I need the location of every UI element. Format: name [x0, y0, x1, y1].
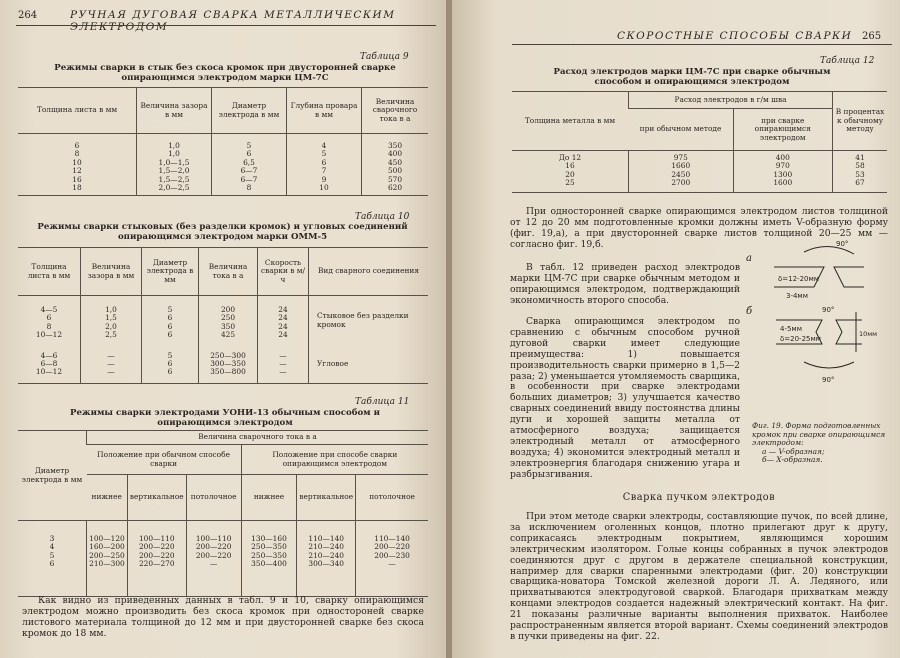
table11-column: 100—110 200—220 200—220 220—270 — [127, 521, 186, 597]
table12-column: 400 970 1300 1600 — [733, 151, 833, 193]
paragraph-1: При односторонней сварке опирающимся электродом листов толщиной от 12 до 20 мм подготовленные кромки должны иметь V-образную форму (фиг. 19,а), а при двусторонней сварке листов толщиной 20—25 мм — согласно фиг. 19,б. — [510, 206, 888, 250]
table10-header: Скорость сварки в м/ч — [258, 248, 309, 296]
table12-column: 41 58 53 67 — [833, 151, 888, 193]
table11-group-header: Положение при обычном способе сварки — [87, 445, 242, 475]
table9-header: Диаметр электрода в мм — [212, 88, 287, 134]
table11-group-header: Положение при способе сварки опирающимся электродом — [241, 445, 428, 475]
table12-title: Расход электродов марки ЦМ-7С при сварке обычным способом и опирающимся электродом — [553, 67, 831, 87]
table9-title: Режимы сварки в стык без скоса кромок при двусторонней сварке опирающимся электродом марки ЦМ-7С — [54, 63, 396, 83]
figure-side-b: 10мм — [859, 330, 878, 338]
table10-title: Режимы сварки стыковых (без разделки кромок) и угловых соединений опирающимся электродом марки ОММ-5 — [37, 222, 408, 242]
table11-caption: Таблица 11 — [355, 397, 410, 407]
table11-column: 3 4 5 6 — [49, 534, 55, 569]
table9-header: Величина сварочного тока в а — [362, 88, 429, 134]
table9-column: 5 6 6,5 6—7 6—7 8 — [212, 134, 287, 196]
table9-header: Толщина листа в мм — [18, 88, 137, 134]
table12-group-header: Расход электродов в г/м шва — [629, 92, 833, 109]
table11-column: 100—110 200—220 200—220 — — [186, 521, 241, 597]
table10-caption: Таблица 10 — [355, 212, 410, 222]
paragraph-4: При этом методе сварки электроды, составляющие пучок, по всей длине, за исключением оголенных концов, плотно прилегают друг к другу, соприкасаясь электродным покрытием, являющимся хорошим электрическим изолятором. Голые концы собранных в пучок электродов соединяются друг с другом в держателе специальной конструкции, например для сварки спаренными электродами (фиг. 20) конструкции сварщика-новатора Томской железной дороги Л. А. Ледяного, или прихватываются электродуговой сваркой. Благодаря прихваткам между концами электродов создается надежный электрический контакт. На фиг. 21 показаны различные варианты выполнения прихваток. Наиболее распространенным является второй вариант. Схемы соединений электродов в пучки приведены на фиг. 22. — [510, 511, 888, 642]
table11 — [18, 430, 428, 597]
table10-column: 4—6 6—8 10—12 — [35, 350, 63, 377]
figure-19-caption — [752, 422, 890, 465]
table10-header: Величина зазора в мм — [81, 248, 142, 296]
running-head: РУЧНАЯ ДУГОВАЯ СВАРКА МЕТАЛЛИЧЕСКИМ ЭЛЕКТРОДОМ — [70, 9, 396, 33]
table10-joint-type: Угловое — [309, 346, 429, 384]
figure-thickness-b: δ=20-25мм — [780, 335, 822, 343]
paragraph-3: Сварка опирающимся электродом по сравнению с обычным способом ручной дуговой сварки имеет следующие преимущества: 1) повышается производительность сварки примерно в 1,5—2 раза; 2) уменьшается утомляемость сварщика, в особенности при сварке электродами больших диаметров; 3) улучшается качество сварных соединений ввиду постоянства длины дуги и хорошей защиты металла от атмосферного воздуха; защищается электродный металл от атмосферного воздуха; 4) экономится электродный металл и электроэнергия благодаря снижению угара и разбрызгивания. — [510, 316, 740, 480]
table10-header: Вид сварного соединения — [309, 248, 429, 296]
figure-gap-b: 4-5мм — [780, 325, 802, 333]
table11-title: Режимы сварки электродами УОНИ-13 обычным способом и опирающимся электродом — [69, 408, 381, 428]
table11-column: 130—160 250—350 250—350 350—400 — [241, 521, 297, 597]
table10-column: 5 6 6 — [142, 346, 199, 384]
table12-caption: Таблица 12 — [820, 56, 875, 66]
table12-header: при обычном методе — [629, 109, 734, 151]
left-page — [0, 0, 448, 658]
closing-paragraph: Как видно из приведенных данных в табл. 9 и 10, сварку опирающимся электродом можно производить без скоса кромок при одностороней сварке листового материала толщиной до 12 мм и при двусторонней сварке без скоса кромок до 18 мм. — [22, 595, 424, 639]
table10-column: — — — — [81, 346, 142, 384]
right-page — [452, 0, 900, 658]
figure-legend-b: б— Х-образная. — [762, 455, 823, 465]
angle-arc-b — [804, 362, 854, 368]
table9-header: Глубина провара в мм — [287, 88, 362, 134]
table11-subheader: нижнее — [241, 475, 297, 521]
table11-subheader: вертикальное — [297, 475, 356, 521]
figure-angle-b-bottom: 90° — [822, 376, 835, 384]
figure-thickness-a: δ=12-20мм — [778, 275, 820, 283]
table10-joint-type: Стыковое без разделки кромок — [309, 296, 429, 346]
paragraph-2: В табл. 12 приведен расход электродов марки ЦМ-7С при сварке обычным методом и опирающимся электродом, подтверждающий экономичность второго способа. — [510, 262, 740, 306]
table10-header: Величина тока в а — [199, 248, 258, 296]
table12-column: 975 1660 2450 2700 — [629, 151, 734, 193]
table9-column: 6 8 10 12 16 18 — [72, 141, 82, 193]
table12-header: при сварке опирающимся электродом — [733, 109, 833, 151]
header-rule — [16, 25, 436, 26]
figure-label-b: б — [746, 306, 753, 317]
figure-angle-b-top: 90° — [822, 306, 835, 314]
table9-caption: Таблица 9 — [360, 52, 409, 62]
table9-column: 350 400 450 500 570 620 — [362, 134, 429, 196]
figure-gap-a: 3-4мм — [786, 292, 808, 300]
table9-column: 4 5 6 7 9 10 — [287, 134, 362, 196]
table12 — [512, 91, 887, 193]
table11-column: 100—120 160—200 200—250 210—300 — [87, 521, 128, 597]
table10-column: — — — — [258, 346, 309, 384]
table11-column: 110—140 210—240 210—240 300—340 — [297, 521, 356, 597]
table12-header: Толщина металла в мм — [512, 92, 629, 151]
figure-caption-text: Фиг. 19. Форма подготовленных кромок при сварке опирающимся электродом: — [752, 421, 886, 448]
figure-legend-a: а — V-образная; — [762, 446, 825, 456]
table11-column: 110—140 200—220 200—230 — — [356, 521, 428, 597]
page-number: 265 — [862, 31, 882, 42]
table11-subheader: вертикальное — [127, 475, 186, 521]
table12-column: До 12 16 20 25 — [558, 153, 582, 188]
table9-column: 1,0 1,0 1,0—1,5 1,5—2,0 1,5—2,5 2,0—2,5 — [137, 134, 212, 196]
plate-a-right — [834, 267, 864, 287]
table10 — [18, 247, 428, 384]
table9 — [18, 87, 428, 196]
table11-rowlabel: Диаметр электрода в мм — [18, 431, 87, 521]
table10-column: 1,0 1,5 2,0 2,5 — [81, 296, 142, 346]
table9-header: Величина зазора в мм — [137, 88, 212, 134]
figure-label-a: а — [746, 253, 752, 264]
table11-subheader: нижнее — [87, 475, 128, 521]
table11-subheader: потолочное — [356, 475, 428, 521]
table10-column: 24 24 24 24 — [258, 296, 309, 346]
table11-subheader: потолочное — [186, 475, 241, 521]
figure-angle-a: 90° — [836, 240, 849, 248]
header-rule — [512, 44, 892, 45]
table12-header: В процентах к обычному методу — [833, 92, 888, 151]
page-number: 264 — [18, 10, 38, 21]
figure-19-diagram — [744, 232, 894, 392]
table10-header: Толщина листа в мм — [18, 248, 81, 296]
table10-header: Диаметр электрода в мм — [142, 248, 199, 296]
table10-column: 200 250 350 425 — [199, 296, 258, 346]
running-head: СКОРОСТНЫЕ СПОСОБЫ СВАРКИ — [617, 30, 853, 42]
table10-column: 250—300 300—350 350—800 — [199, 346, 258, 384]
table10-column: 5 6 6 6 — [142, 296, 199, 346]
table11-header-top: Величина сварочного тока в а — [87, 431, 429, 445]
table10-column: 4—5 6 8 10—12 — [35, 305, 63, 340]
section-title: Сварка пучком электродов — [622, 492, 776, 503]
